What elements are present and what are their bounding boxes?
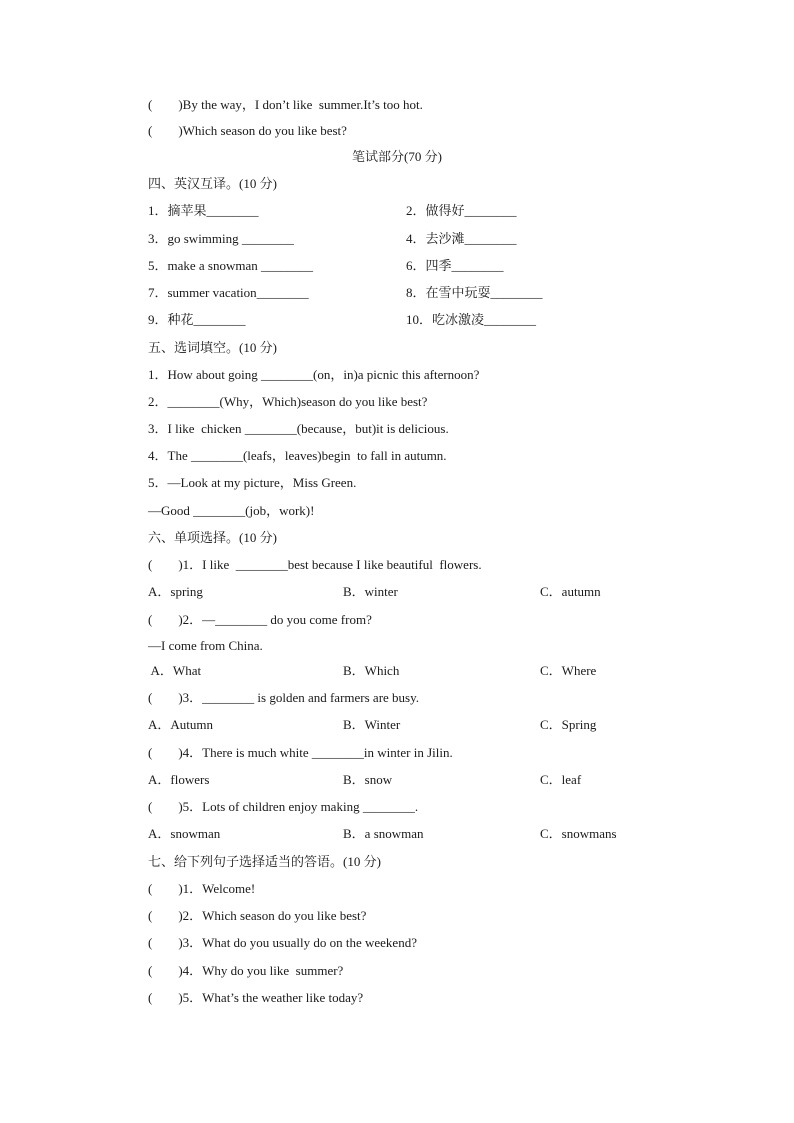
section4-item-4: 4．去沙滩________ bbox=[406, 231, 517, 246]
section6-q5-option-c: C．snowmans bbox=[540, 826, 617, 841]
section6-q4-stem: ( )4．There is much white ________in winter in Jilin. bbox=[148, 745, 453, 760]
section6-q4-option-c: C．leaf bbox=[540, 772, 582, 787]
section6-q1-option-b: B．winter bbox=[343, 584, 398, 599]
section6-q4-option-b: B．snow bbox=[343, 772, 393, 787]
section4-item-9: 9．种花________ bbox=[148, 312, 246, 327]
section6-q1-option-a: A．spring bbox=[148, 584, 203, 599]
section5-item-5-reply: —Good ________(job，work)! bbox=[148, 503, 315, 518]
section4-item-3: 3．go swimming ________ bbox=[148, 231, 294, 246]
section7-item-2: ( )2．Which season do you like best? bbox=[148, 908, 367, 923]
section7-item-1: ( )1．Welcome! bbox=[148, 881, 256, 896]
section6-q1-stem: ( )1．I like ________best because I like beautiful flowers. bbox=[148, 557, 482, 572]
section4-item-5: 5．make a snowman ________ bbox=[148, 258, 314, 273]
section7-item-3: ( )3．What do you usually do on the weekend? bbox=[148, 935, 417, 950]
section5-title: 五、选词填空。(10 分) bbox=[148, 340, 277, 355]
section4-item-8: 8．在雪中玩耍________ bbox=[406, 285, 543, 300]
section6-q3-option-b: B．Winter bbox=[343, 717, 401, 732]
section6-title: 六、单项选择。(10 分) bbox=[148, 530, 277, 545]
section7-item-4: ( )4．Why do you like summer? bbox=[148, 963, 344, 978]
section6-q3-option-c: C．Spring bbox=[540, 717, 597, 732]
section6-q2-option-c: C．Where bbox=[540, 663, 597, 678]
section5-item-1: 1．How about going ________(on，in)a picnic this afternoon? bbox=[148, 367, 480, 382]
section4-title: 四、英汉互译。(10 分) bbox=[148, 176, 277, 191]
section6-q2-option-a: A．What bbox=[148, 663, 202, 678]
section4-item-10: 10．吃冰激凌________ bbox=[406, 312, 537, 327]
section5-item-3: 3．I like chicken ________(because，but)it is delicious. bbox=[148, 421, 449, 436]
section4-item-2: 2．做得好________ bbox=[406, 203, 517, 218]
section6-q2-option-b: B．Which bbox=[343, 663, 400, 678]
section6-q5-stem: ( )5．Lots of children enjoy making ________. bbox=[148, 799, 419, 814]
section6-q2-stem: ( )2．—________ do you come from? bbox=[148, 612, 372, 627]
section7-item-5: ( )5．What’s the weather like today? bbox=[148, 990, 364, 1005]
written-part-title: 笔试部分(70 分) bbox=[352, 149, 442, 164]
section6-q3-stem: ( )3．________ is golden and farmers are busy. bbox=[148, 690, 420, 705]
section4-item-7: 7．summer vacation________ bbox=[148, 285, 309, 300]
section5-item-2: 2．________(Why，Which)season do you like best? bbox=[148, 394, 428, 409]
section6-q2-reply: —I come from China. bbox=[148, 638, 263, 653]
section6-q3-option-a: A．Autumn bbox=[148, 717, 214, 732]
top-question-2: ( )Which season do you like best? bbox=[148, 123, 347, 138]
section5-item-5: 5．—Look at my picture，Miss Green. bbox=[148, 475, 357, 490]
top-question-1: ( )By the way，I don’t like summer.It’s too hot. bbox=[148, 97, 423, 112]
section4-item-1: 1．摘苹果________ bbox=[148, 203, 259, 218]
section6-q4-option-a: A．flowers bbox=[148, 772, 210, 787]
section7-title: 七、给下列句子选择适当的答语。(10 分) bbox=[148, 854, 381, 869]
section5-item-4: 4．The ________(leafs，leaves)begin to fall in autumn. bbox=[148, 448, 447, 463]
section6-q5-option-a: A．snowman bbox=[148, 826, 221, 841]
section6-q5-option-b: B．a snowman bbox=[343, 826, 424, 841]
section4-item-6: 6．四季________ bbox=[406, 258, 504, 273]
section6-q1-option-c: C．autumn bbox=[540, 584, 601, 599]
